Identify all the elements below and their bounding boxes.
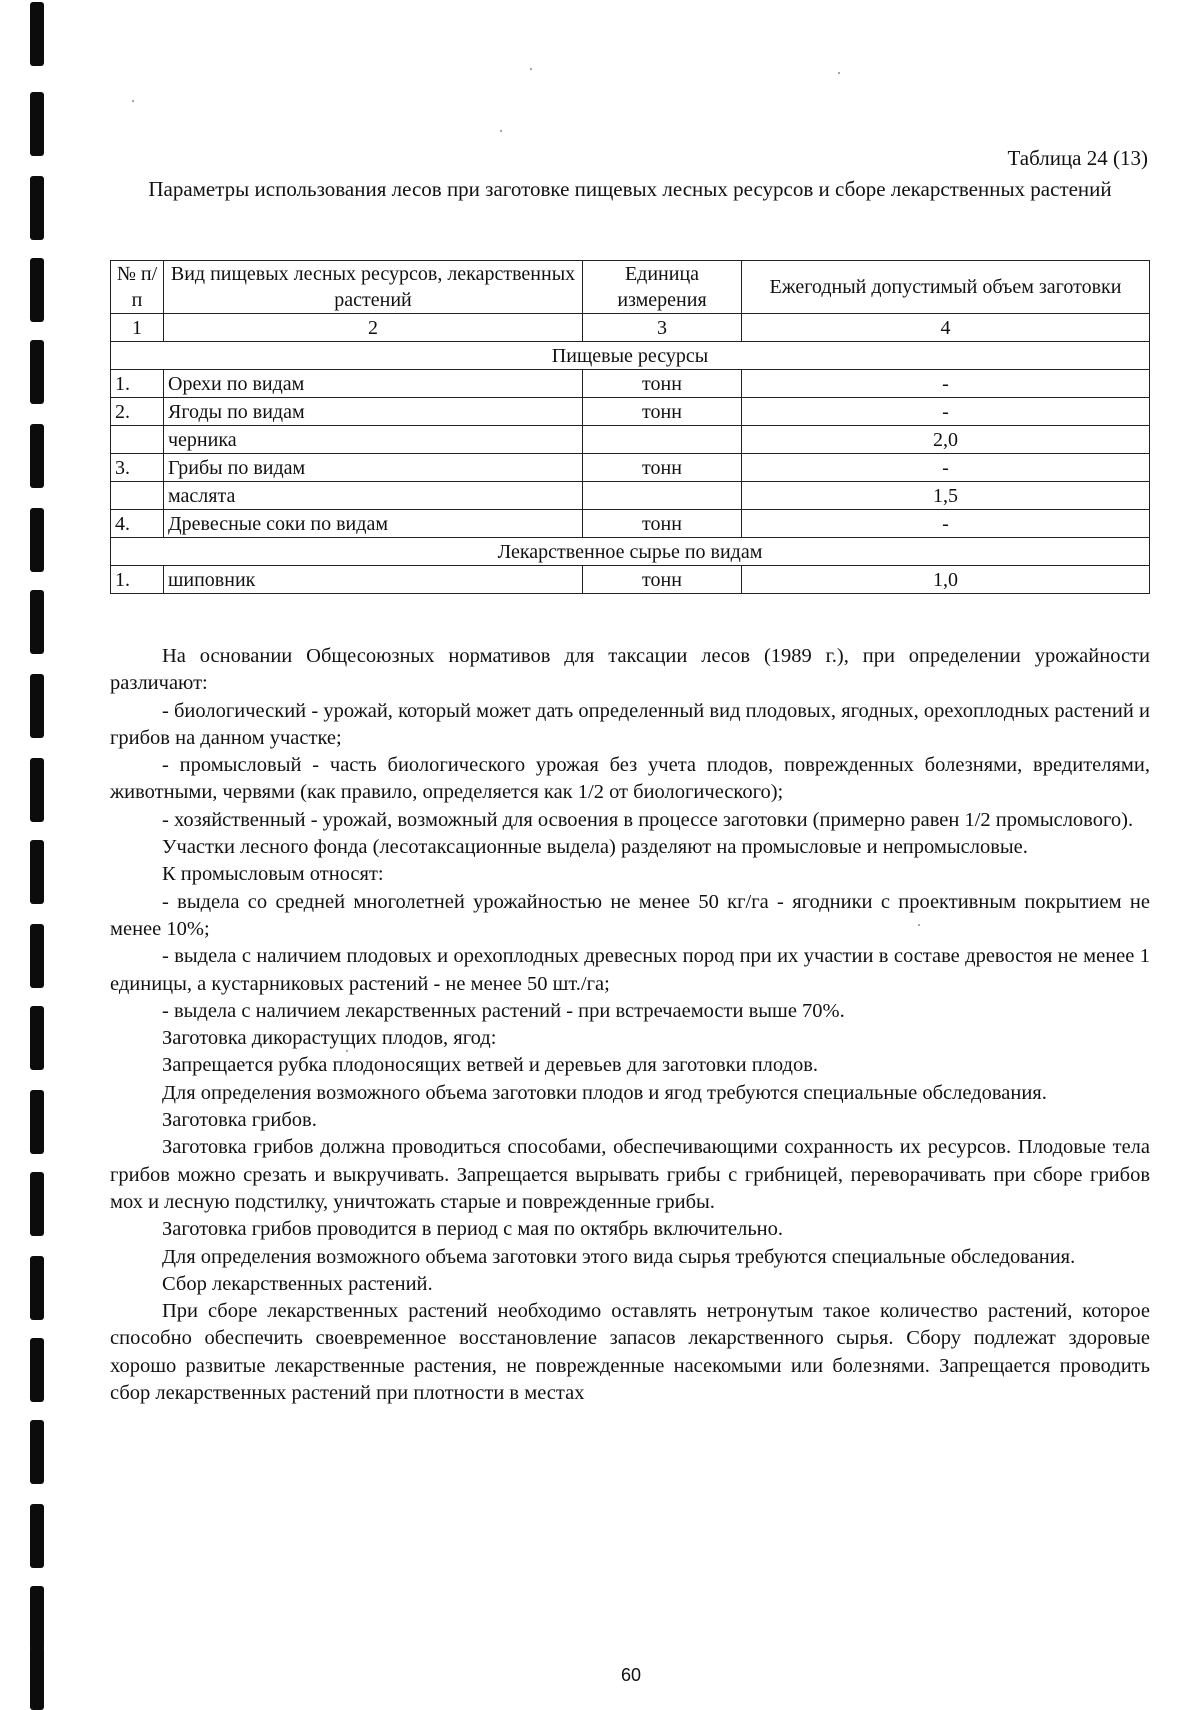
volume-cell: - xyxy=(742,510,1150,538)
header-annual-volume: Ежегодный допустимый объем заготовки xyxy=(742,261,1150,314)
resources-table xyxy=(110,260,1150,594)
header-number: № п/п xyxy=(111,261,164,314)
header-resource-type: Вид пищевых лесных ресурсов, лекарственных растений xyxy=(164,261,583,314)
scan-speck xyxy=(838,72,840,74)
table-row xyxy=(111,454,1150,482)
row-number: 4. xyxy=(111,510,164,538)
table-title: Параметры использования лесов при заготовке пищевых лесных ресурсов и сборе лекарственных растений xyxy=(148,177,1112,201)
paragraph: Заготовка грибов проводится в период с мая по октябрь включительно. xyxy=(162,1218,784,1241)
paragraph: - биологический - урожай, который может дать определенный вид плодовых, ягодных, орехоплодных растений и грибов на данном участке; xyxy=(110,699,1150,749)
paragraph: Заготовка грибов должна проводиться способами, обеспечивающими сохранность их ресурсов. Плодовые тела грибов можно срезать и выкручивать. Запрещается вырывать грибы с грибницей, переворачивать при сборе грибов мох и лесную подстилку, уничтожать старые и поврежденные грибы. xyxy=(110,1136,1150,1213)
page-number: 60 xyxy=(620,1665,642,1685)
volume-cell: - xyxy=(742,454,1150,482)
resource-name: Ягоды по видам xyxy=(164,398,583,426)
volume-cell: - xyxy=(742,398,1150,426)
column-number: 4 xyxy=(742,314,1150,342)
column-number-row xyxy=(111,314,1150,342)
resource-name: Грибы по видам xyxy=(164,454,583,482)
scan-speck xyxy=(132,100,134,102)
resource-name: черника xyxy=(164,426,583,454)
volume-cell: 2,0 xyxy=(742,426,1150,454)
row-number: 2. xyxy=(111,398,164,426)
paragraph: Запрещается рубка плодоносящих ветвей и деревьев для заготовки плодов. xyxy=(162,1054,819,1077)
resource-name: Орехи по видам xyxy=(164,370,583,398)
volume-cell: - xyxy=(742,370,1150,398)
row-number xyxy=(111,426,164,454)
column-number: 2 xyxy=(164,314,583,342)
table-row xyxy=(111,566,1150,594)
unit-cell: тонн xyxy=(583,370,742,398)
paragraph: - выдела с наличием лекарственных растений - при встречаемости выше 70%. xyxy=(162,999,845,1022)
volume-cell: 1,0 xyxy=(742,566,1150,594)
unit-cell: тонн xyxy=(583,454,742,482)
table-caption: Таблица 24 (13) xyxy=(1007,146,1148,170)
unit-cell: тонн xyxy=(583,566,742,594)
column-number: 1 xyxy=(111,314,164,342)
volume-cell: 1,5 xyxy=(742,482,1150,510)
unit-cell xyxy=(583,482,742,510)
table-row xyxy=(111,398,1150,426)
table-row xyxy=(111,510,1150,538)
paragraph: - выдела со средней многолетней урожайностью не менее 50 кг/га - ягодники с проективным покрытием не менее 10%; xyxy=(110,890,1150,940)
body-text xyxy=(110,643,1150,1407)
resource-name: Древесные соки по видам xyxy=(164,510,583,538)
row-number: 3. xyxy=(111,454,164,482)
resource-name: маслята xyxy=(164,482,583,510)
column-number: 3 xyxy=(583,314,742,342)
table-row xyxy=(111,370,1150,398)
section-title: Пищевые ресурсы xyxy=(111,342,1150,370)
section-row-food xyxy=(111,342,1150,370)
resource-name: шиповник xyxy=(164,566,583,594)
paragraph: На основании Общесоюзных нормативов для таксации лесов (1989 г.), при определении урожайности различают: xyxy=(110,645,1150,695)
table-row xyxy=(111,482,1150,510)
paragraph: - промысловый - часть биологического урожая без учета плодов, поврежденных болезнями, вредителями, животными, червями (как правило, определяется как 1/2 от биологического); xyxy=(110,754,1150,804)
unit-cell xyxy=(583,426,742,454)
scan-speck xyxy=(530,68,532,70)
table-row xyxy=(111,426,1150,454)
unit-cell: тонн xyxy=(583,398,742,426)
paragraph: Для определения возможного объема заготовки этого вида сырья требуются специальные обследования. xyxy=(162,1245,1076,1268)
unit-cell: тонн xyxy=(583,510,742,538)
paragraph: К промысловым относят: xyxy=(162,863,384,886)
binding-holes xyxy=(30,0,46,1707)
paragraph: Участки лесного фонда (лесотаксационные выдела) разделяют на промысловые и непромысловые. xyxy=(162,836,1028,859)
paragraph: Для определения возможного объема заготовки плодов и ягод требуются специальные обследования. xyxy=(162,1081,1047,1104)
paragraph: При сборе лекарственных растений необходимо оставлять нетронутым такое количество растений, которое способно обеспечить своевременное восстановление запасов лекарственного сырья. Сбору подлежат здоровые хорошо развитые лекарственные растения, не поврежденные насекомыми или болезнями. Запрещается проводить сбор лекарственных растений при плотности в местах xyxy=(110,1300,1150,1405)
header-unit: Единица измерения xyxy=(583,261,742,314)
paragraph: - выдела с наличием плодовых и орехоплодных древесных пород при их участии в составе древостоя не менее 1 единицы, а кустарниковых растений - не менее 50 шт./га; xyxy=(110,945,1150,995)
paragraph: Сбор лекарственных растений. xyxy=(162,1272,433,1295)
row-number xyxy=(111,482,164,510)
row-number: 1. xyxy=(111,566,164,594)
table-header-row xyxy=(111,261,1150,314)
section-title: Лекарственное сырье по видам xyxy=(111,538,1150,566)
paragraph: - хозяйственный - урожай, возможный для освоения в процессе заготовки (примерно равен 1/2 промыслового). xyxy=(162,808,1134,831)
paragraph: Заготовка дикорастущих плодов, ягод: xyxy=(162,1027,497,1050)
scan-speck xyxy=(500,130,502,132)
section-row-medicinal xyxy=(111,538,1150,566)
paragraph: Заготовка грибов. xyxy=(162,1109,317,1132)
row-number: 1. xyxy=(111,370,164,398)
